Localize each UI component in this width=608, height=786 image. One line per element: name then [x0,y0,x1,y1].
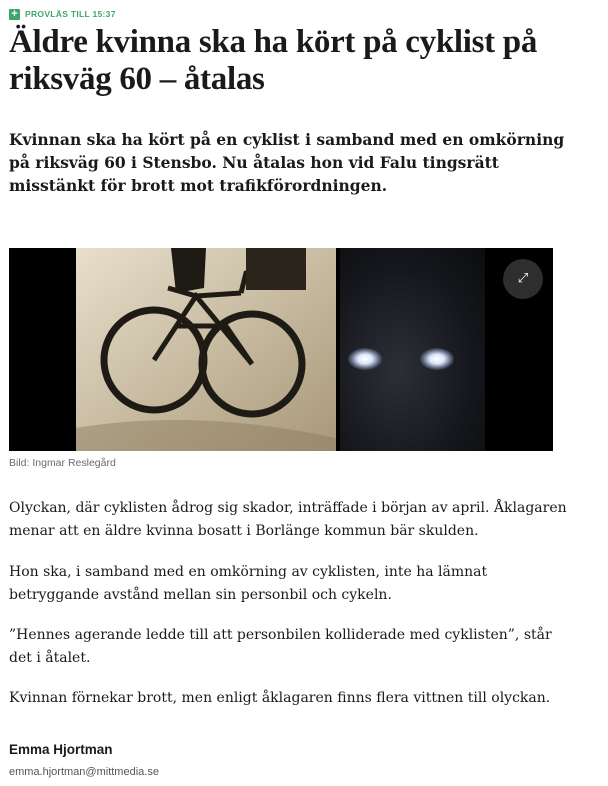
headlight-right [420,348,454,370]
preview-badge-text: PROVLÄS TILL 15:37 [25,8,116,19]
author-name: Emma Hjortman [9,742,113,757]
author-email[interactable]: emma.hjortman@mittmedia.se [9,766,159,778]
image-caption: Bild: Ingmar Reslegård [9,457,116,469]
article-image[interactable] [9,248,553,451]
paragraph-4: Kvinnan förnekar brott, men enligt åklagaren finns flera vittnen till olyckan. [9,690,551,706]
paragraph-3: ”Hennes agerande ledde till att personbilen kolliderade med cyklisten”, står det i åtalet. [9,627,552,666]
plus-icon: + [9,9,20,20]
paragraph-2: Hon ska, i samband med en omkörning av cyklisten, inte ha lämnat betryggande avstånd mellan sin personbil och cykeln. [9,564,488,603]
ingress: Kvinnan ska ha kört på en cyklist i samband med en omkörning på riksväg 60 i Stensbo. Nu åtalas hon vid Falu tingsrätt misstänkt för brott mot trafikförordningen. [9,130,565,195]
bicycle-photo [76,248,336,451]
headline: Äldre kvinna ska ha kört på cyklist på riksväg 60 – åtalas [9,24,538,97]
car-headlights-photo [340,248,485,451]
preview-badge [9,8,116,20]
expand-icon[interactable]: ⤢ [503,259,543,299]
paragraph-1: Olyckan, där cyklisten ådrog sig skador, inträffade i början av april. Åklagaren menar att en äldre kvinna bosatt i Borlänge kommun bär skulden. [9,500,567,539]
headlight-left [348,348,382,370]
